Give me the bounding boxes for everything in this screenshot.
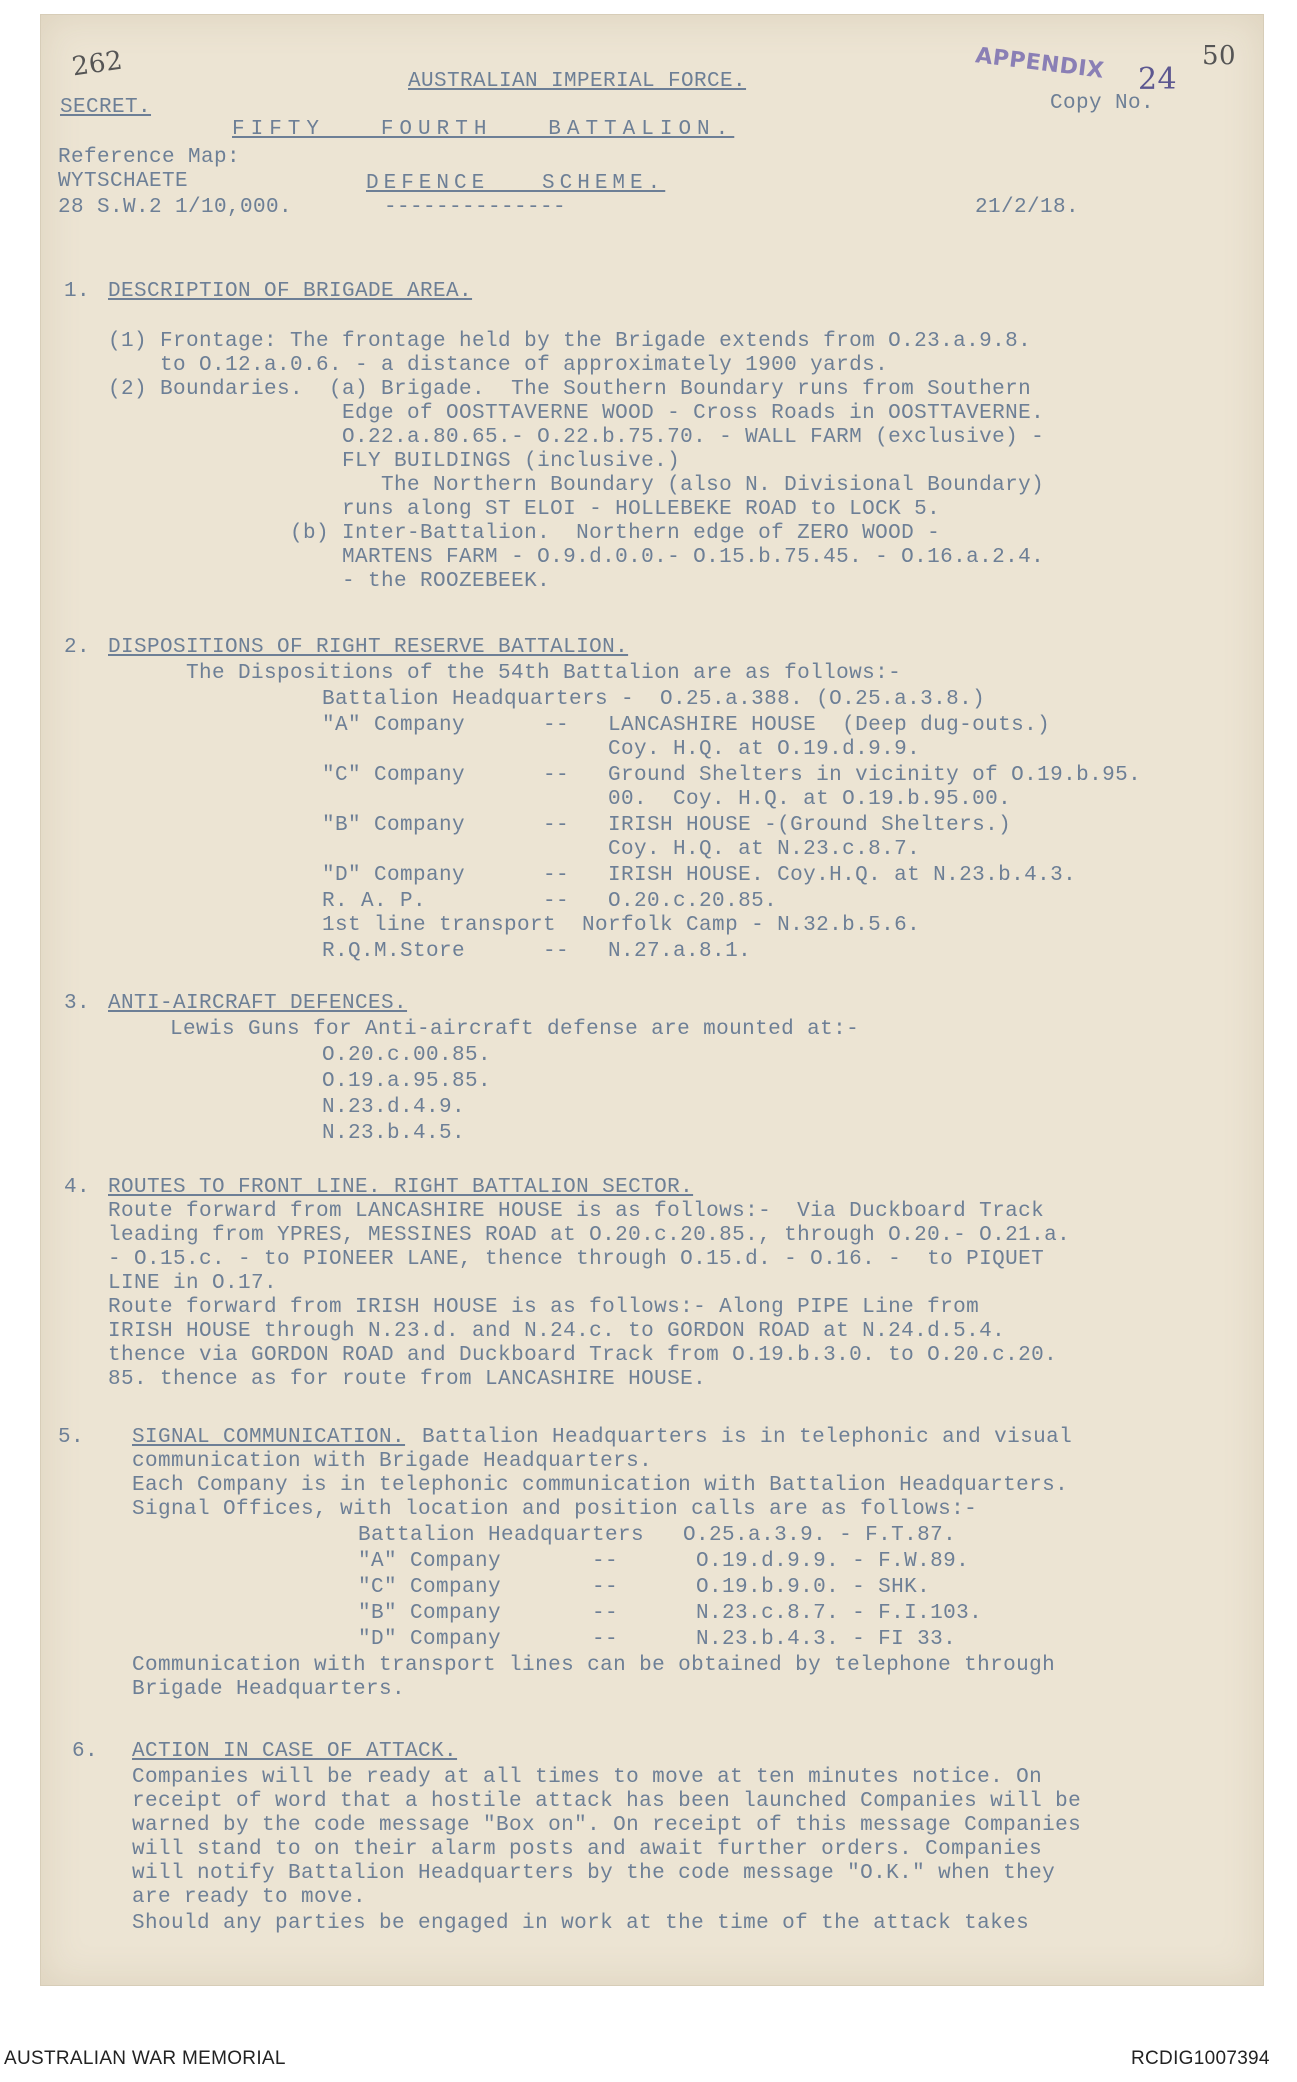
secret-label: SECRET. [60, 96, 152, 119]
section-4-line-7: thence via GORDON ROAD and Duckboard Track from O.19.b.3.0. to O.20.c.20. [108, 1344, 1058, 1367]
section-6-line-7: Should any parties be engaged in work at the time of the attack takes [132, 1912, 1030, 1935]
section-2-line-9: R. A. P. -- O.20.c.20.85. [322, 890, 778, 913]
signal-table-row-1: Battalion Headquarters O.25.a.3.9. - F.T.87. [358, 1524, 957, 1547]
section-6-line-2: receipt of word that a hostile attack has been launched Companies will be [132, 1790, 1082, 1813]
section-2-intro: The Dispositions of the 54th Battalion are as follows:- [186, 662, 902, 685]
section-6-heading: ACTION IN CASE OF ATTACK. [132, 1740, 458, 1763]
map-sheet: 28 S.W.2 1/10,000. [58, 196, 293, 219]
signal-table-row-4: "B" Company -- N.23.c.8.7. - F.I.103. [358, 1602, 983, 1625]
document-title: AUSTRALIAN IMPERIAL FORCE. [408, 70, 747, 93]
scheme-title: DEFENCE SCHEME. [366, 172, 666, 195]
section-4-line-4: LINE in O.17. [108, 1272, 278, 1295]
section-3-heading: ANTI-AIRCRAFT DEFENCES. [108, 992, 408, 1015]
handwritten-folio-number: 262 [70, 45, 125, 83]
section-1-line-10: MARTENS FARM - O.9.d.0.0.- O.15.b.75.45. - O.16.a.2.4. [108, 546, 1045, 569]
section-1-line-3: (2) Boundaries. (a) Brigade. The Southern Boundary runs from Southern [108, 378, 1032, 401]
battalion-title: FIFTY FOURTH BATTALION. [232, 118, 735, 141]
section-4-line-2: leading from YPRES, MESSINES ROAD at O.20.c.20.85., through O.20.- O.21.a. [108, 1224, 1071, 1247]
section-4-line-8: 85. thence as for route from LANCASHIRE HOUSE. [108, 1368, 707, 1391]
footer-record-id: RCDIG1007394 [1131, 2048, 1270, 2069]
section-2-heading: DISPOSITIONS OF RIGHT RESERVE BATTALION. [108, 636, 629, 659]
section-2-line-7: Coy. H.Q. at N.23.c.8.7. [322, 838, 921, 861]
section-2-line-1: Battalion Headquarters - O.25.a.388. (O.25.a.3.8.) [322, 688, 986, 711]
section-2-line-2: "A" Company -- LANCASHIRE HOUSE (Deep dug-outs.) [322, 714, 1051, 737]
section-6-number: 6. [72, 1740, 99, 1763]
section-2-line-5: 00. Coy. H.Q. at O.19.b.95.00. [322, 788, 1012, 811]
section-2-line-6: "B" Company -- IRISH HOUSE -(Ground Shelters.) [322, 814, 1012, 837]
section-4-line-5: Route forward from IRISH HOUSE is as follows:- Along PIPE Line from [108, 1296, 980, 1319]
section-3-intro: Lewis Guns for Anti-aircraft defense are mounted at:- [170, 1018, 860, 1041]
signal-table-row-5: "D" Company -- N.23.b.4.3. - FI 33. [358, 1628, 957, 1651]
section-2-line-11: R.Q.M.Store -- N.27.a.8.1. [322, 940, 752, 963]
section-4-line-1: Route forward from LANCASHIRE HOUSE is as follows:- Via Duckboard Track [108, 1200, 1045, 1223]
copy-label: Copy No. [1050, 92, 1155, 115]
section-1-line-11: - the ROOZEBEEK. [108, 570, 551, 593]
signal-table-row-2: "A" Company -- O.19.d.9.9. - F.W.89. [358, 1550, 970, 1573]
section-5-line-4: Signal Offices, with location and position calls are as follows:- [132, 1498, 978, 1521]
section-6-line-4: will stand to on their alarm posts and await further orders. Companies [132, 1838, 1043, 1861]
section-5-closing-1: Communication with transport lines can be obtained by telephone through [132, 1654, 1056, 1677]
section-5-line-1: Battalion Headquarters is in telephonic and visual [396, 1426, 1073, 1449]
section-2-number: 2. [64, 636, 91, 659]
section-1-line-4: Edge of OOSTTAVERNE WOOD - Cross Roads in OOSTTAVERNE. [108, 402, 1045, 425]
aa-position-4: N.23.b.4.5. [322, 1122, 466, 1145]
section-2-line-4: "C" Company -- Ground Shelters in vicinity of O.19.b.95. [322, 764, 1142, 787]
appendix-number: 24 [1138, 62, 1177, 97]
section-5-heading: SIGNAL COMMUNICATION. [132, 1426, 406, 1449]
scheme-underline: -------------- [384, 196, 567, 219]
section-6-line-5: will notify Battalion Headquarters by the code message "O.K." when they [132, 1862, 1056, 1885]
section-4-heading: ROUTES TO FRONT LINE. RIGHT BATTALION SECTOR. [108, 1176, 694, 1199]
reference-map-label: Reference Map: [58, 146, 241, 169]
section-4-line-3: - O.15.c. - to PIONEER LANE, thence through O.15.d. - O.16. - to PIQUET [108, 1248, 1045, 1271]
section-1-line-8: runs along ST ELOI - HOLLEBEKE ROAD to LOCK 5. [108, 498, 941, 521]
section-4-number: 4. [64, 1176, 91, 1199]
section-1-line-9: (b) Inter-Battalion. Northern edge of ZERO WOOD - [108, 522, 941, 545]
section-1-line-2: to O.12.a.0.6. - a distance of approximately 1900 yards. [108, 354, 889, 377]
section-1-number: 1. [64, 280, 91, 303]
page-number: 50 [1202, 41, 1236, 71]
section-5-closing-2: Brigade Headquarters. [132, 1678, 406, 1701]
section-5-line-3: Each Company is in telephonic communication with Battalion Headquarters. [132, 1474, 1069, 1497]
section-3-number: 3. [64, 992, 91, 1015]
section-2-line-3: Coy. H.Q. at O.19.d.9.9. [322, 738, 921, 761]
signal-table-row-3: "C" Company -- O.19.b.9.0. - SHK. [358, 1576, 931, 1599]
footer-archive-name: AUSTRALIAN WAR MEMORIAL [4, 2048, 286, 2069]
section-5-line-2: communication with Brigade Headquarters. [132, 1450, 653, 1473]
aa-position-3: N.23.d.4.9. [322, 1096, 466, 1119]
section-4-line-6: IRISH HOUSE through N.23.d. and N.24.c. to GORDON ROAD at N.24.d.5.4. [108, 1320, 1006, 1343]
aa-position-1: O.20.c.00.85. [322, 1044, 492, 1067]
section-1-line-6: FLY BUILDINGS (inclusive.) [108, 450, 681, 473]
aa-position-2: O.19.a.95.85. [322, 1070, 492, 1093]
section-6-line-3: warned by the code message "Box on". On receipt of this message Companies [132, 1814, 1082, 1837]
section-6-line-1: Companies will be ready at all times to move at ten minutes notice. On [132, 1766, 1043, 1789]
section-5-number: 5. [58, 1426, 85, 1449]
section-1-line-5: O.22.a.80.65.- O.22.b.75.70. - WALL FARM (exclusive) - [108, 426, 1045, 449]
appendix-stamp: APPENDIX [974, 43, 1106, 84]
map-name: WYTSCHAETE [58, 170, 189, 193]
section-2-line-8: "D" Company -- IRISH HOUSE. Coy.H.Q. at N.23.b.4.3. [322, 864, 1077, 887]
document-date: 21/2/18. [975, 196, 1080, 219]
section-2-line-10: 1st line transport Norfolk Camp - N.32.b.5.6. [322, 914, 921, 937]
section-6-line-6: are ready to move. [132, 1886, 367, 1909]
section-1-line-1: (1) Frontage: The frontage held by the Brigade extends from O.23.a.9.8. [108, 330, 1032, 353]
section-1-heading: DESCRIPTION OF BRIGADE AREA. [108, 280, 473, 303]
section-1-line-7: The Northern Boundary (also N. Divisional Boundary) [108, 474, 1045, 497]
